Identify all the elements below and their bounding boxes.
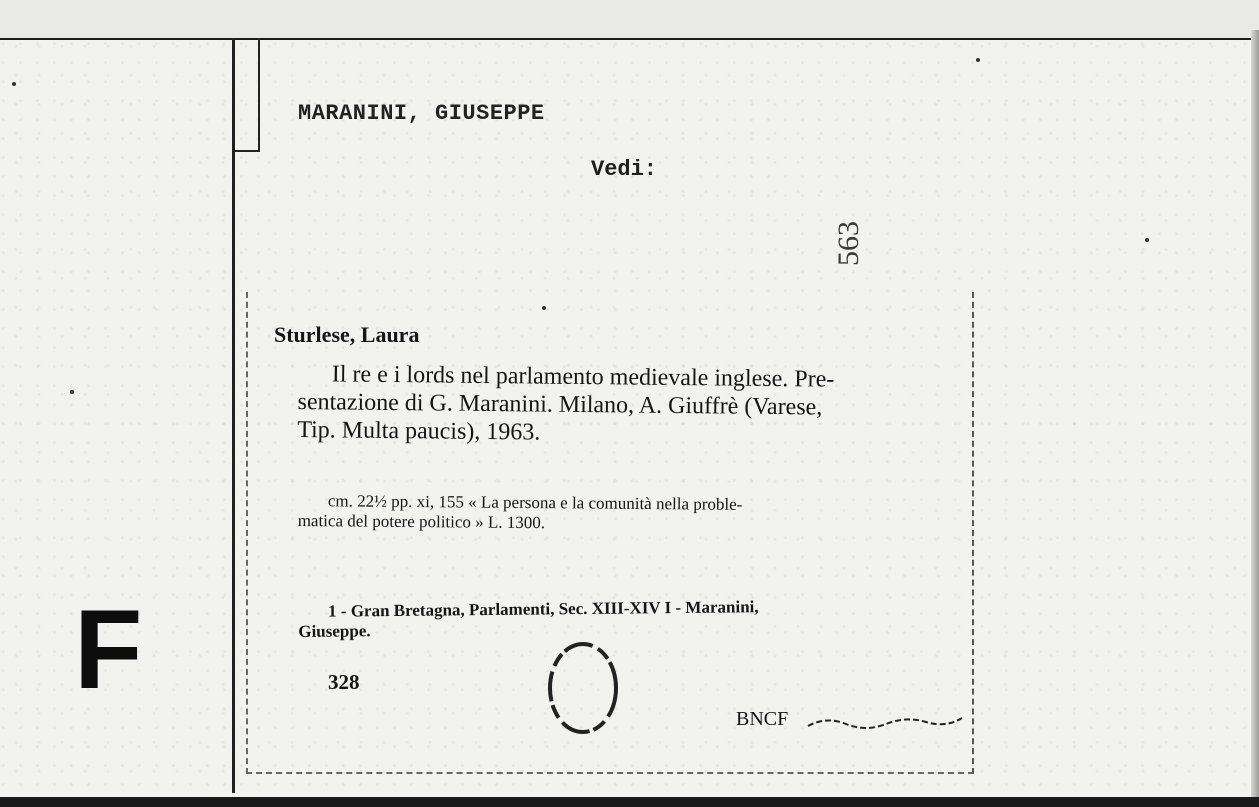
library-stamp: BNCF [736,708,789,730]
scan-speck [12,82,16,86]
scan-speck [542,306,546,310]
title-line: sentazione di G. Maranini. Milano, A. Giuffrè (Varese, [297,388,823,421]
collation-line: cm. 22½ pp. xi, 155 « La persona e la comunità nella proble- [327,491,743,514]
bottom-scan-edge [0,797,1259,807]
title-line: Il re e i lords nel parlamento medievale inglese. Pre- [331,361,835,393]
title-block [297,360,958,451]
punch-hole [540,638,626,738]
collation-line: matica del potere politico » L. 1300. [297,510,546,533]
heading-see-reference: Vedi: [591,157,658,182]
title-line: Tip. Multa paucis), 1963. [297,416,541,446]
scan-speck [70,390,74,394]
scan-speck [976,58,980,62]
stamp-scribble [806,712,966,734]
card-bracket [232,38,260,152]
top-scan-edge [0,0,1259,40]
author: Sturlese, Laura [274,322,420,347]
subjects-block [298,595,978,642]
tab-letter: F [74,587,143,712]
collation-block [298,491,968,537]
margin-number: 563 [832,221,865,266]
scan-speck [1145,238,1149,242]
heading-name: MARANINI, GIUSEPPE [298,101,545,126]
subject-line: 1 - Gran Bretagna, Parlamenti, Sec. XIII-XIV I - Maranini, [327,597,759,621]
subject-line: Giuseppe. [298,621,371,641]
card-number: 328 [328,670,360,694]
